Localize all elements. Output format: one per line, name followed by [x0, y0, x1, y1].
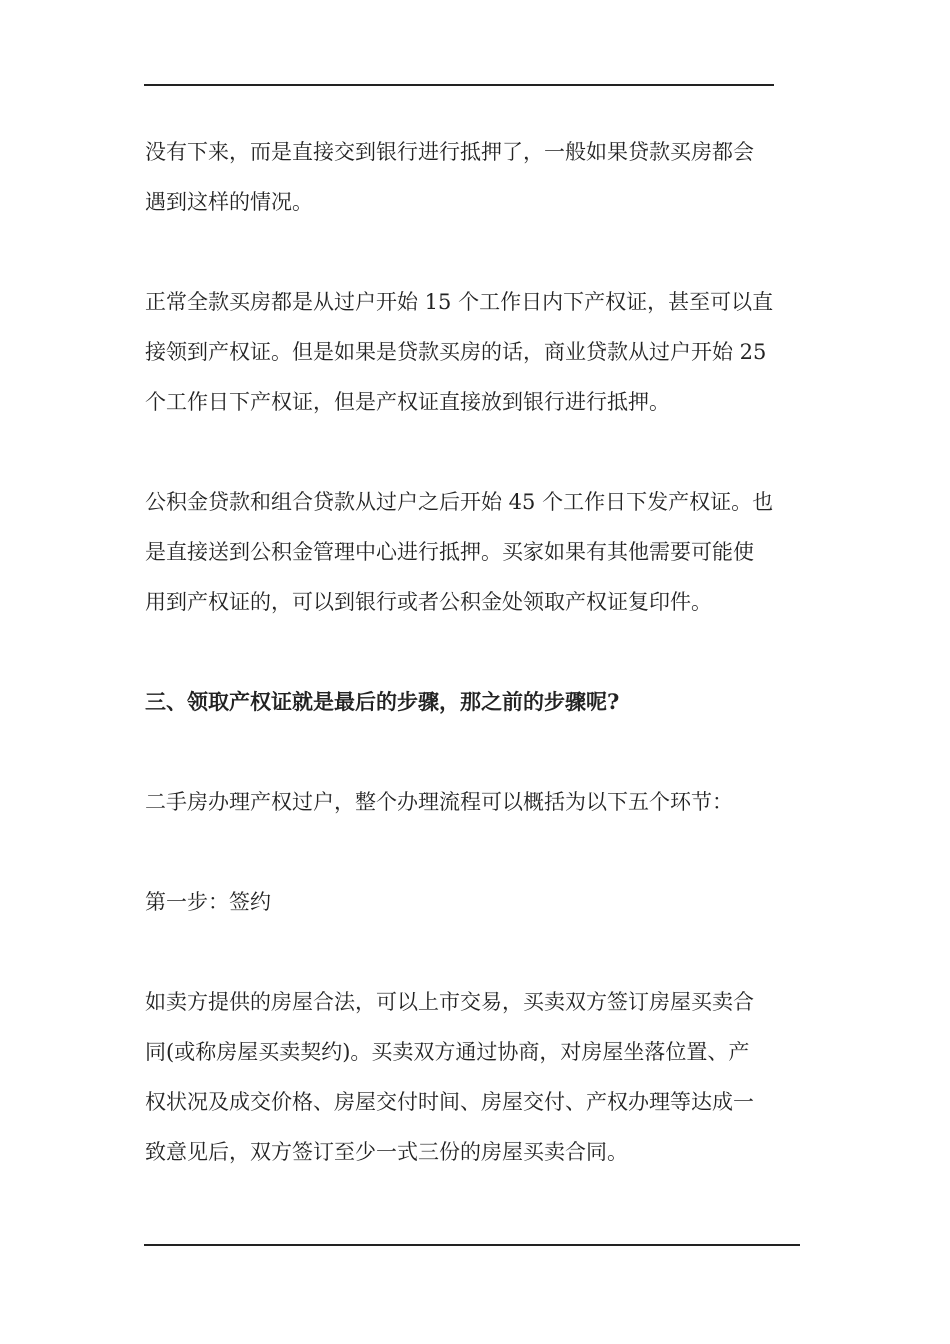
text-line: 二手房办理产权过户，整个办理流程可以概括为以下五个环节：	[145, 790, 733, 814]
text-line: 遇到这样的情况。	[145, 190, 313, 214]
text-line: 权状况及成交价格、房屋交付时间、房屋交付、产权办理等达成一	[145, 1090, 754, 1114]
text-line: 接领到产权证。但是如果是贷款买房的话，商业贷款从过户开始 25	[145, 340, 767, 364]
text-line: 没有下来，而是直接交到银行进行抵押了，一般如果贷款买房都会	[145, 140, 754, 164]
text-line: 第一步：签约	[145, 890, 271, 914]
paragraph-signing	[145, 977, 805, 1177]
text-line: 公积金贷款和组合贷款从过户之后开始 45 个工作日下发产权证。也	[145, 490, 774, 514]
paragraph-mortgage-intro	[145, 127, 805, 227]
text-line: 正常全款买房都是从过户开始 15 个工作日内下产权证，甚至可以直	[145, 290, 774, 314]
text-line: 如卖方提供的房屋合法，可以上市交易，买卖双方签订房屋买卖合	[145, 990, 754, 1014]
paragraph-process-overview	[145, 777, 805, 827]
heading-line: 三、领取产权证就是最后的步骤，那之前的步骤呢?	[145, 689, 620, 714]
header-rule	[144, 84, 774, 86]
text-line: 用到产权证的，可以到银行或者公积金处领取产权证复印件。	[145, 590, 712, 614]
text-line: 个工作日下产权证，但是产权证直接放到银行进行抵押。	[145, 390, 670, 414]
text-line: 同(或称房屋买卖契约)。买卖双方通过协商，对房屋坐落位置、产	[145, 1040, 750, 1064]
section-heading	[145, 677, 805, 727]
footer-rule	[144, 1244, 800, 1246]
document-body	[145, 127, 805, 1177]
paragraph-provident-fund	[145, 477, 805, 627]
step-one-title	[145, 877, 805, 927]
text-line: 致意见后，双方签订至少一式三份的房屋买卖合同。	[145, 1140, 628, 1164]
text-line: 是直接送到公积金管理中心进行抵押。买家如果有其他需要可能使	[145, 540, 754, 564]
paragraph-full-payment	[145, 277, 805, 427]
